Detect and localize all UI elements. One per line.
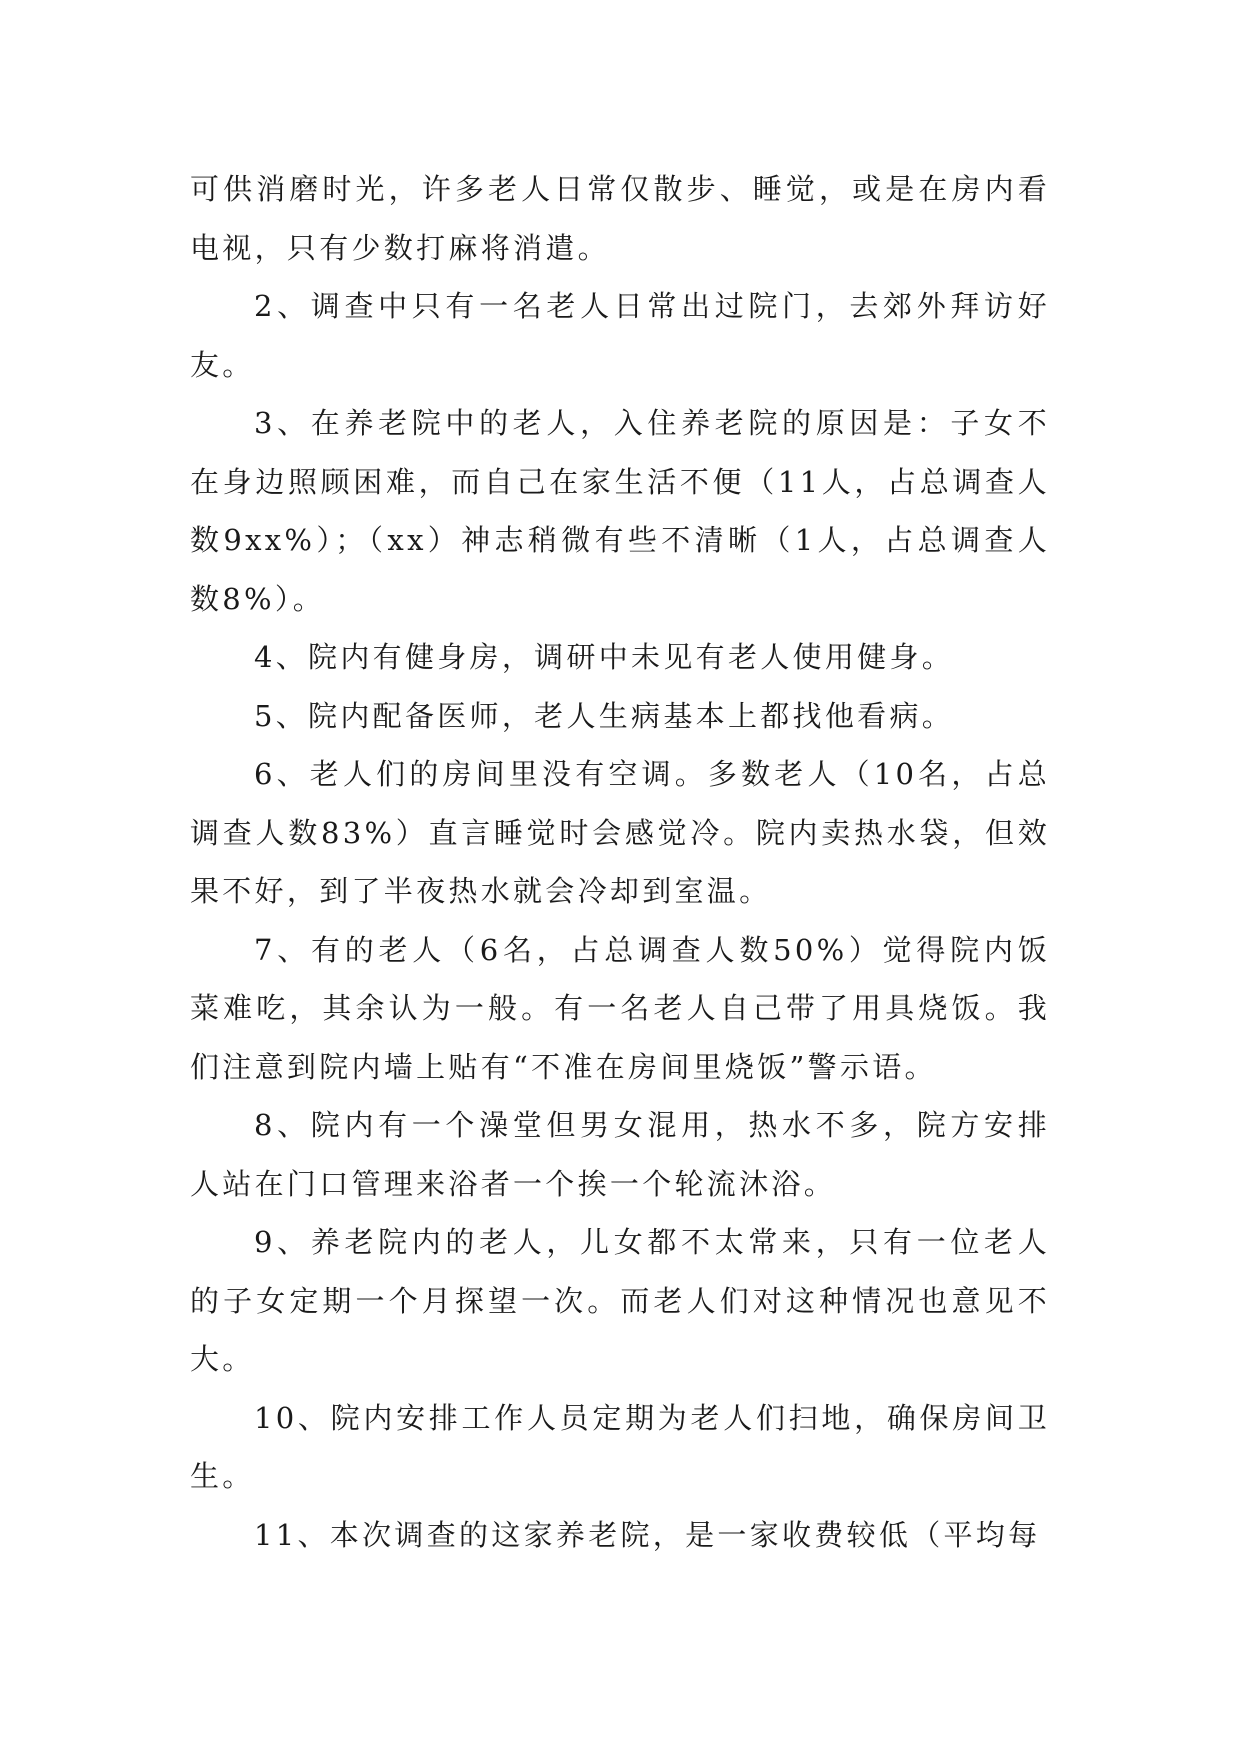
paragraph-item-9: 9、养老院内的老人，儿女都不太常来，只有一位老人的子女定期一个月探望一次。而老人们对这种情况也意见不大。 bbox=[190, 1225, 1050, 1376]
paragraph-item-3: 3、在养老院中的老人，入住养老院的原因是：子女不在身边照顾困难，而自己在家生活不便（11人，占总调查人数9xx%）；（xx）神志稍微有些不清晰（1人，占总调查人数8%）。 bbox=[190, 406, 1050, 616]
paragraph-continuation: 可供消磨时光，许多老人日常仅散步、睡觉，或是在房内看电视，只有少数打麻将消遣。 bbox=[190, 172, 1050, 265]
paragraph-item-5: 5、院内配备医师，老人生病基本上都找他看病。 bbox=[254, 698, 955, 733]
paragraph-item-10: 10、院内安排工作人员定期为老人们扫地，确保房间卫生。 bbox=[190, 1400, 1050, 1493]
paragraph-item-4: 4、院内有健身房，调研中未见有老人使用健身。 bbox=[254, 640, 955, 674]
paragraph-item-7: 7、有的老人（6名，占总调查人数50%）觉得院内饭菜难吃，其余认为一般。有一名老人自己带了用具烧饭。我们注意到院内墙上贴有“不准在房间里烧饭”警示语。 bbox=[190, 932, 1050, 1084]
paragraph-item-8: 8、院内有一个澡堂但男女混用，热水不多，院方安排人站在门口管理来浴者一个挨一个轮流沐浴。 bbox=[190, 1108, 1050, 1201]
paragraph-item-11: 11、本次调查的这家养老院，是一家收费较低（平均每 bbox=[254, 1517, 1041, 1552]
paragraph-item-2: 2、调查中只有一名老人日常出过院门，去郊外拜访好友。 bbox=[190, 289, 1050, 382]
document-body bbox=[190, 160, 1050, 1564]
paragraph-item-6: 6、老人们的房间里没有空调。多数老人（10名，占总调查人数83%）直言睡觉时会感觉冷。院内卖热水袋，但效果不好，到了半夜热水就会冷却到室温。 bbox=[190, 757, 1050, 908]
